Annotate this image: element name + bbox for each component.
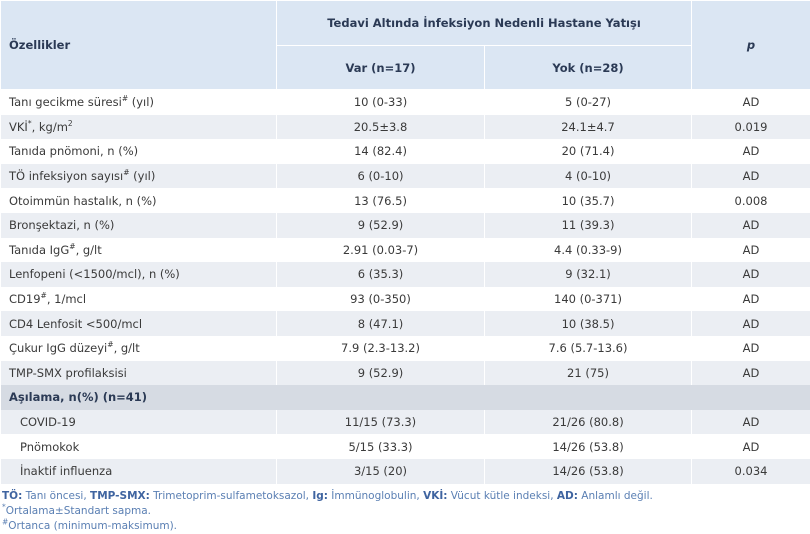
footnotes: [0, 489, 810, 534]
no-value: 5 (0-27): [485, 90, 692, 115]
p-value: AD: [692, 238, 810, 263]
no-value: 4.4 (0.33-9): [485, 238, 692, 263]
row-label: Bronşektazi, n (%): [1, 213, 277, 238]
yes-value: 14 (82.4): [277, 139, 485, 164]
p-value: 0.034: [692, 459, 810, 484]
table-row: [1, 262, 810, 287]
yes-value: 7.9 (2.3-13.2): [277, 336, 485, 361]
row-label: VKİ*, $kg/m^2$: [1, 115, 277, 140]
p-value: AD: [692, 311, 810, 336]
table-row: [1, 238, 810, 263]
no-value: 11 (39.3): [485, 213, 692, 238]
row-label: TÖ infeksiyon sayısı# (yıl): [1, 164, 277, 189]
table-row: [1, 410, 810, 435]
section-label: Aşılama, n(%) (n=41): [1, 385, 810, 410]
table-row: [1, 336, 810, 361]
row-label: CD19#, 1/mcl: [1, 287, 277, 312]
no-value: 10 (35.7): [485, 188, 692, 213]
yes-value: 93 (0-350): [277, 287, 485, 312]
features-header: Özellikler: [1, 1, 277, 90]
table-row: [1, 311, 810, 336]
no-value: 24.1±4.7: [485, 115, 692, 140]
yes-value: 2.91 (0.03-7): [277, 238, 485, 263]
p-value: AD: [692, 262, 810, 287]
row-label: Tanıda pnömoni, n (%): [1, 139, 277, 164]
yes-value: 3/15 (20): [277, 459, 485, 484]
abbreviations-note: TÖ: Tanı öncesi, TMP-SMX: Trimetoprim-sulfametoksazol, Ig: İmmünoglobulin, VKİ: Vücut kütle indeksi, AD: Anlamlı değil.: [2, 489, 810, 504]
p-value: AD: [692, 164, 810, 189]
no-value: 4 (0-10): [485, 164, 692, 189]
p-value: 0.008: [692, 188, 810, 213]
no-value: 140 (0-371): [485, 287, 692, 312]
p-value: AD: [692, 90, 810, 115]
table-row: [1, 139, 810, 164]
table-row: [1, 459, 810, 484]
yes-value: 20.5±3.8: [277, 115, 485, 140]
no-value: 21/26 (80.8): [485, 410, 692, 435]
table-row: [1, 361, 810, 386]
row-label: Çukur IgG düzeyi#, g/lt: [1, 336, 277, 361]
yes-value: 8 (47.1): [277, 311, 485, 336]
mean-note: *Ortalama±Standart sapma.: [2, 504, 810, 519]
table-row: [1, 90, 810, 115]
table-row: [1, 434, 810, 459]
p-value: AD: [692, 139, 810, 164]
row-label: Otoimmün hastalık, n (%): [1, 188, 277, 213]
yes-value: 5/15 (33.3): [277, 434, 485, 459]
no-value: 21 (75): [485, 361, 692, 386]
row-label: COVID-19: [1, 410, 277, 435]
row-label: TMP-SMX profilaksisi: [1, 361, 277, 386]
row-label: CD4 Lenfosit <500/mcl: [1, 311, 277, 336]
p-value: AD: [692, 287, 810, 312]
row-label: Pnömokok: [1, 434, 277, 459]
section-row: [1, 385, 810, 410]
no-value: 7.6 (5.7-13.6): [485, 336, 692, 361]
table-row: [1, 115, 810, 140]
table-row: [1, 213, 810, 238]
no-value: 20 (71.4): [485, 139, 692, 164]
yes-value: 6 (0-10): [277, 164, 485, 189]
table-row: [1, 188, 810, 213]
no-value: 14/26 (53.8): [485, 459, 692, 484]
p-value: AD: [692, 213, 810, 238]
row-label: Lenfopeni (<1500/mcl), n (%): [1, 262, 277, 287]
table-row: [1, 164, 810, 189]
no-header: Yok (n=28): [485, 46, 692, 90]
p-value: AD: [692, 361, 810, 386]
yes-value: 10 (0-33): [277, 90, 485, 115]
row-label: Tanıda IgG#, g/lt: [1, 238, 277, 263]
p-value: AD: [692, 434, 810, 459]
p-value: AD: [692, 336, 810, 361]
row-label: İnaktif influenza: [1, 459, 277, 484]
no-value: 9 (32.1): [485, 262, 692, 287]
yes-value: 6 (35.3): [277, 262, 485, 287]
p-value: AD: [692, 410, 810, 435]
median-note: #Ortanca (minimum-maksimum).: [2, 519, 810, 534]
yes-value: 9 (52.9): [277, 361, 485, 386]
yes-value: 9 (52.9): [277, 213, 485, 238]
no-value: 10 (38.5): [485, 311, 692, 336]
table-row: [1, 287, 810, 312]
yes-value: 11/15 (73.3): [277, 410, 485, 435]
no-value: 14/26 (53.8): [485, 434, 692, 459]
p-header: p: [692, 1, 810, 90]
yes-value: 13 (76.5): [277, 188, 485, 213]
p-value: 0.019: [692, 115, 810, 140]
group-header: Tedavi Altında İnfeksiyon Nedenli Hastane Yatışı: [277, 1, 692, 46]
row-label: Tanı gecikme süresi# (yıl): [1, 90, 277, 115]
yes-header: Var (n=17): [277, 46, 485, 90]
